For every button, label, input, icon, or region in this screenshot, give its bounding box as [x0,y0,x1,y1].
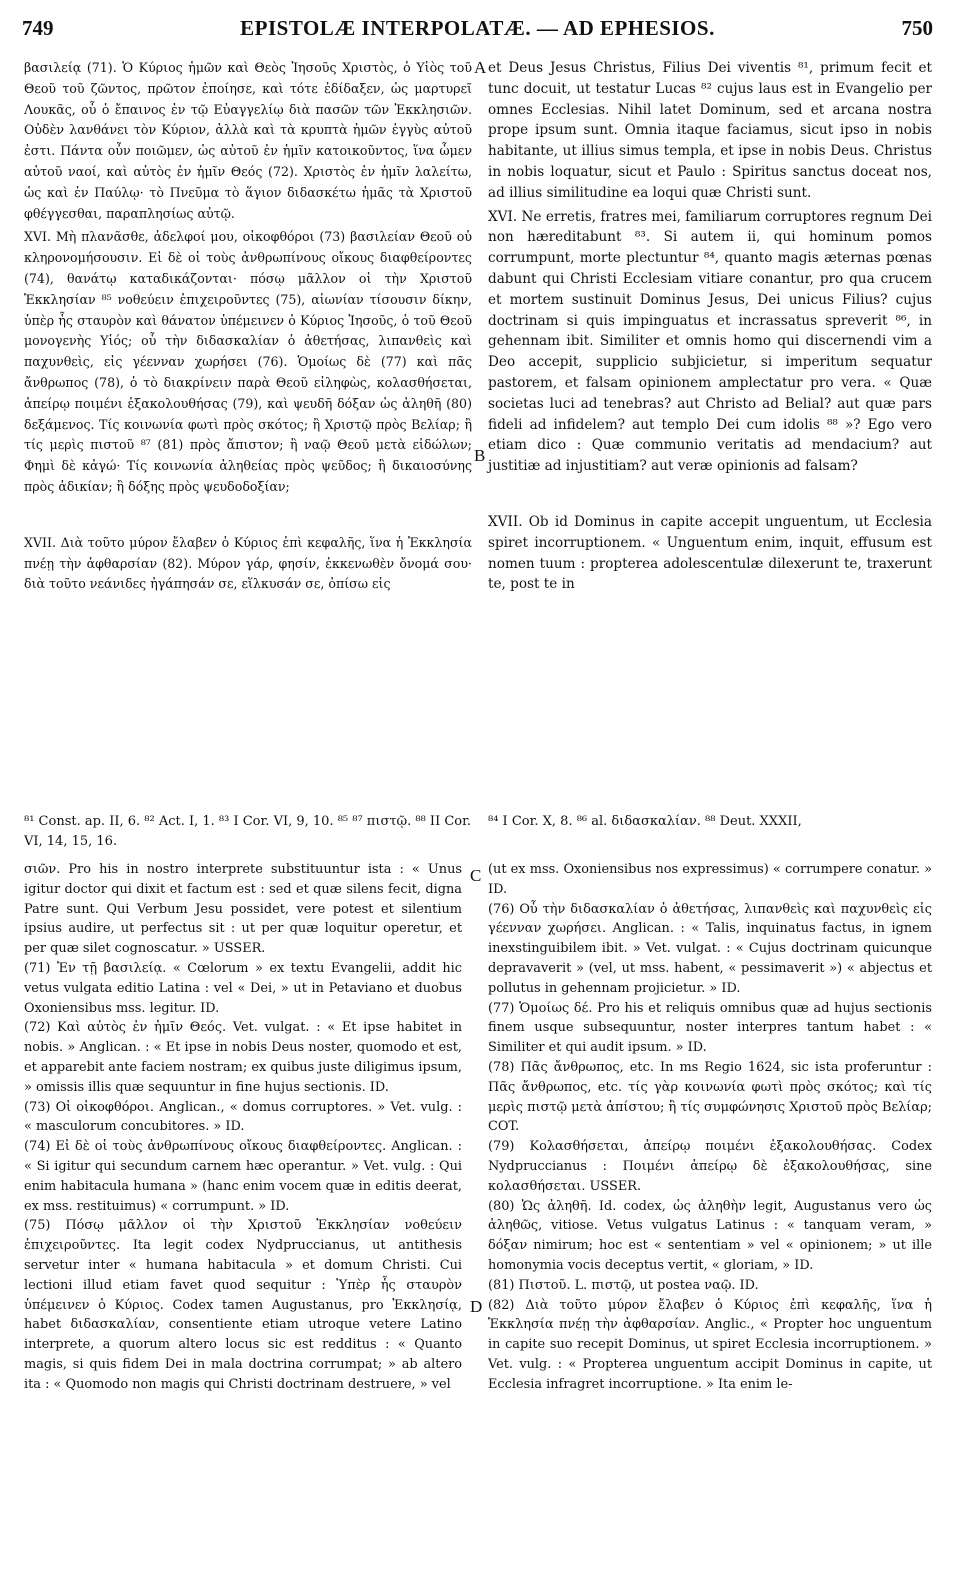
note-82: (82) Διὰ τοῦτο μύρον ἔλαβεν ὁ Κύριος ἐπὶ κεφαλῆς, ἵνα ἡ Ἐκκλησία πνέῃ τὴν ἀφθαρσίαν. Anglic., « Propter hoc unguentum in capite suo recepit Dominus, ut spiret Ecclesia incorruptionem. » Vet. vulg. : « Propterea unguentum accipit Dominus in capite, ut Ecclesia infragret incorruptione. » Ita enim le- [488,1297,932,1392]
note-77: (77) Ὁμοίως δέ. Pro his et reliquis omnibus quæ ad hujus sectionis finem usque subsequuntur, noster interpres tantum habet : « Similiter et qui audit ipsum. » ID. [488,1000,932,1056]
latin-paragraph-xvi: XVI. Ne erretis, fratres mei, familiarum corruptores regnum Dei non hæreditabunt ⁸³. Si autem ii, qui hominum pomos corrumpunt, morte plectuntur ⁸⁴, quanto magis æternas pœnas dabunt qui Christi Ecclesiam vitiare conantur, pro qua crucem et mortem sustinuit Dominus Jesus, Dei unicus Filius? cujus doctrinam si quis impinguatus et incrassatus spreverit ⁸⁶, in gehennam ibit. Similiter et omnis homo qui discernendi vim a Deo accepit, supplicio subjicietur, si imperitum sequatur pastorem, et falsam opinionem amplectatur pro vera. « Quæ societas luci ad tenebras? aut Christo ad Belial? aut quæ pars fideli ad infidelem? aut templo Dei cum idolis ⁸⁸ »? Ego vero etiam dico : Quæ communio veritatis ad mendacium? aut justitiæ ad injustitiam? aut veræ opinionis ad falsam? [488,208,932,475]
margin-letter-b: B [474,446,486,465]
latin-column [488,58,932,598]
greek-paragraph-intro: βασιλείᾳ (71). Ὁ Κύριος ἡμῶν καὶ Θεὸς Ἰησοῦς Χριστὸς, ὁ Υἱὸς τοῦ Θεοῦ τοῦ ζῶντος, πρῶτον ἐποίησε, καὶ τότε ἐδίδαξεν, ὡς μαρτυρεῖ Λουκᾶς, οὗ ὁ ἔπαινος ἐν τῷ Εὐαγγελίῳ διὰ πασῶν τῶν Ἐκκλησιῶν. Οὐδὲν λανθάνει τὸν Κύριον, ἀλλὰ καὶ τὰ κρυπτὰ ἡμῶν ἐγγὺς αὐτοῦ ἐστι. Πάντα οὖν ποιῶμεν, ὡς αὐτοῦ ἐν ἡμῖν κατοικοῦντος, ἵνα ὦμεν αὐτοῦ ναοί, καὶ αὐτὸς ἐν ἡμῖν Θεός (72). Χριστὸς ἐν ἡμῖν λαλείτω, ὡς καὶ ἐν Παύλῳ· τὸ Πνεῦμα τὸ ἅγιον διδασκέτω ἡμᾶς τὰ Χριστοῦ φθέγγεσθαι, παραπλησίως αὐτῷ. [24,60,472,221]
note-72: (72) Καὶ αὐτὸς ἐν ἡμῖν Θεός. Vet. vulgat. : « Et ipse habitet in nobis. » Anglican. : « Et ipse in nobis Deus noster, quomodo et est, et apparebit ante faciem nostram; ex quibus juste diligimus ipsum, » omissis illis quæ sequuntur in fine hujus sectionis. ID. [24,1020,462,1095]
margin-letter-c: C [470,866,482,885]
latin-paragraph-xvii: XVII. Ob id Dominus in capite accepit unguentum, ut Ecclesia spiret incorruptionem. « Unguentum enim, inquit, effusum est nomen tuum : propterea adolescentulæ dilexerunt te, traxerunt te, post te in [488,513,932,593]
note-76: (76) Οὗ τὴν διδασκαλίαν ὁ ἀθετήσας, λιπανθεὶς καὶ παχυνθεὶς εἰς γέενναν χωρήσει. Anglican. : « Talis, inquinatus factus, in ignem inexstinguibilem ibit. » Vet. vulgat. : « Cujus doctrinam quicunque depravaverit » (vel, ut mss. habent, « pessimaverit ») « abjectus et pollutus in gehennam projicietur. » ID. [488,901,932,996]
margin-letter-a: A [474,58,487,77]
note-74: (74) Εἰ δὲ οἱ τοὺς ἀνθρωπίνους οἴκους διαφθείροντες. Anglican. : « Si igitur qui secundum carnem hæc operantur. » Vet. vulg. : Qui enim habitacula humana » (hanc enim vocem quæ in editis deerat, ex mss. restituimus) « corrumpunt. » ID. [24,1139,462,1214]
commentary-right [488,860,932,1395]
commentary-left [24,860,462,1395]
running-title: EPISTOLÆ INTERPOLATÆ. — AD EPHESIOS. [240,16,715,40]
note-81: (81) Πιστοῦ. L. πιστῷ, ut postea ναῷ. ID. [488,1277,759,1293]
latin-paragraph-intro: et Deus Jesus Christus, Filius Dei viventis ⁸¹, primum fecit et tunc docuit, ut testatur Lucas ⁸² cujus laus est in Evangelio per omnes Ecclesias. Nihil latet Dominum, sed et arcana nostra prope ipsum sunt. Omnia itaque faciamus, sicut ipso in nobis habitante, ut illius simus templa, et ipse in nobis Deus. Christus in nobis loquatur, sicut et Paulo : Spiritus sanctus doceat nos, ad illius similitudine ea loqui quæ Christi sunt. [488,60,932,201]
page-header [22,16,933,46]
note-80: (80) Ὡς ἀληθῆ. Id. codex, ὡς ἀληθὴν legit, Augustanus vero ὡς ἀληθῶς, vitiose. Vetus vulgatus Latinus : « tanquam veram, » δόξαν nimirum; hoc est « sententiam » vel « opinionem; » ut ille homonymia vocis deceptus vertit, « gloriam, » ID. [488,1198,932,1273]
note-78: (78) Πᾶς ἄνθρωπος, etc. In ms Regio 1624, sic ista proferuntur : Πᾶς ἄνθρωπος, etc. τίς γὰρ κοινωνία φωτὶ πρὸς σκότος; καὶ τίς μερὶς πιστῷ μετὰ ἀπίστου; ἢ τίς συμφώνησις Χριστοῦ πρὸς Βελίαρ; COT. [488,1059,932,1135]
greek-paragraph-xvii: XVII. Διὰ τοῦτο μύρον ἔλαβεν ὁ Κύριος ἐπὶ κεφαλῆς, ἵνα ἡ Ἐκκλησία πνέῃ τὴν ἀφθαρσίαν (82). Μύρον γάρ, φησίν, ἐκκενωθὲν ὄνομά σου· διὰ τοῦτο νεάνιδες ἠγάπησάν σε, εἵλκυσάν σε, ὀπίσω εἰς [24,534,472,592]
note-continuation: (ut ex mss. Oxoniensibus nos expressimus) « corrumpere conatur. » ID. [488,862,932,897]
footnotes-left: ⁸¹ Const. ap. II, 6. ⁸² Act. I, 1. ⁸³ I Cor. VI, 9, 10. ⁸⁵ ⁸⁷ πιστῷ. ⁸⁸ II Cor. VI, 14, 15, 16. [24,814,472,849]
footnotes-right: ⁸⁴ I Cor. X, 8. ⁸⁶ al. διδασκαλίαν. ⁸⁸ Deut. XXXII, [488,814,802,829]
margin-letter-d: D [470,1297,483,1316]
greek-column [24,58,472,598]
greek-paragraph-xvi: XVI. Μὴ πλανᾶσθε, ἀδελφοί μου, οἰκοφθόροι (73) βασιλείαν Θεοῦ οὐ κληρονομήσουσιν. Εἰ δὲ οἱ τοὺς ἀνθρωπίνους οἴκους διαφθείροντες (74), θανάτῳ καταδικάζονται· πόσῳ μᾶλλον οἱ τὴν Χριστοῦ Ἐκκλησίαν ⁸⁵ νοθεύειν ἐπιχειροῦντες (75), αἰωνίαν τίσουσιν δίκην, ὑπὲρ ἧς σταυρὸν καὶ θάνατον ὑπέμεινεν ὁ Κύριος Ἰησοῦς, ὁ τοῦ Θεοῦ μονογενὴς Υἱός; οὗ τὴν διδασκαλίαν ὁ ἀθετήσας, λιπανθεὶς καὶ παχυνθεὶς, εἰς γέενναν χωρήσει (76). Ὁμοίως δὲ (77) καὶ πᾶς ἄνθρωπος (78), ὁ τὸ διακρίνειν παρὰ Θεοῦ εἰληφὼς, κολασθήσεται, ἀπείρῳ ποιμένι ἐξακολουθήσας (79), καὶ ψευδῆ δόξαν ὡς ἀληθῆ (80) δεξάμενος. Τίς κοινωνία φωτὶ πρὸς σκότος; ἢ Χριστῷ πρὸς Βελίαρ; ἢ τίς μερὶς πιστοῦ ⁸⁷ (81) πρὸς ἄπιστον; ἢ ναῷ Θεοῦ μετὰ εἰδώλων; Φημὶ δὲ κἀγώ· Τίς κοινωνία ἀληθείας πρὸς ψεῦδος; ἢ δικαιοσύνης πρὸς ἀδικίαν; ἢ δόξης πρὸς ψευδοδοξίαν; [24,229,472,494]
note-73: (73) Οἱ οἰκοφθόροι. Anglican., « domus corruptores. » Vet. vulg. : « masculorum concubitores. » ID. [24,1099,462,1135]
note-71: (71) Ἐν τῇ βασιλείᾳ. « Cœlorum » ex textu Evangelii, addit hic vetus vulgata editio Latina : vel « Dei, » ut in Petaviano et duobus Oxoniensibus mss. legitur. ID. [24,960,462,1016]
note-paragraph: σιῶν. Pro his in nostro interprete substituuntur ista : « Unus igitur doctor qui dixit et factum est : sed et quæ silens fecit, digna Patre sunt. Qui Verbum Jesu possidet, vere potest et silentium ipsius audire, ut perfectus sit : ut per quæ loquitur operetur, et per quæ silet cognoscatur. » USSER. [24,862,462,957]
note-75: (75) Πόσῳ μᾶλλον οἱ τὴν Χριστοῦ Ἐκκλησίαν νοθεύειν ἐπιχειροῦντες. Ita legit codex Nydpruccianus, ut antithesis servetur inter « humana habitacula » et domum Christi. Cui lectioni illud etiam favet quod sequitur : Ὑπὲρ ἧς σταυρὸν ὑπέμεινεν ὁ Κύριος. Codex tamen Augustanus, pro Ἐκκλησίᾳ, habet διδασκαλίαν, consentiente etiam utroque vetere Latino interprete, a quorum altero locus sic est redditus : « Quanto magis, si quis fidem Dei in mala doctrina corrumpat; » ab altero ita : « Quomodo non magis qui Christi doctrinam destruere, » vel [24,1218,462,1392]
page-number-left: 749 [22,16,54,40]
page-number-right: 750 [901,16,933,40]
note-79: (79) Κολασθήσεται, ἀπείρῳ ποιμένι ἐξακολουθήσας. Codex Nydpruccianus : Ποιμένι ἀπείρῳ δὲ ἐξακολουθήσας, sine κολασθήσεται. USSER. [488,1139,932,1194]
